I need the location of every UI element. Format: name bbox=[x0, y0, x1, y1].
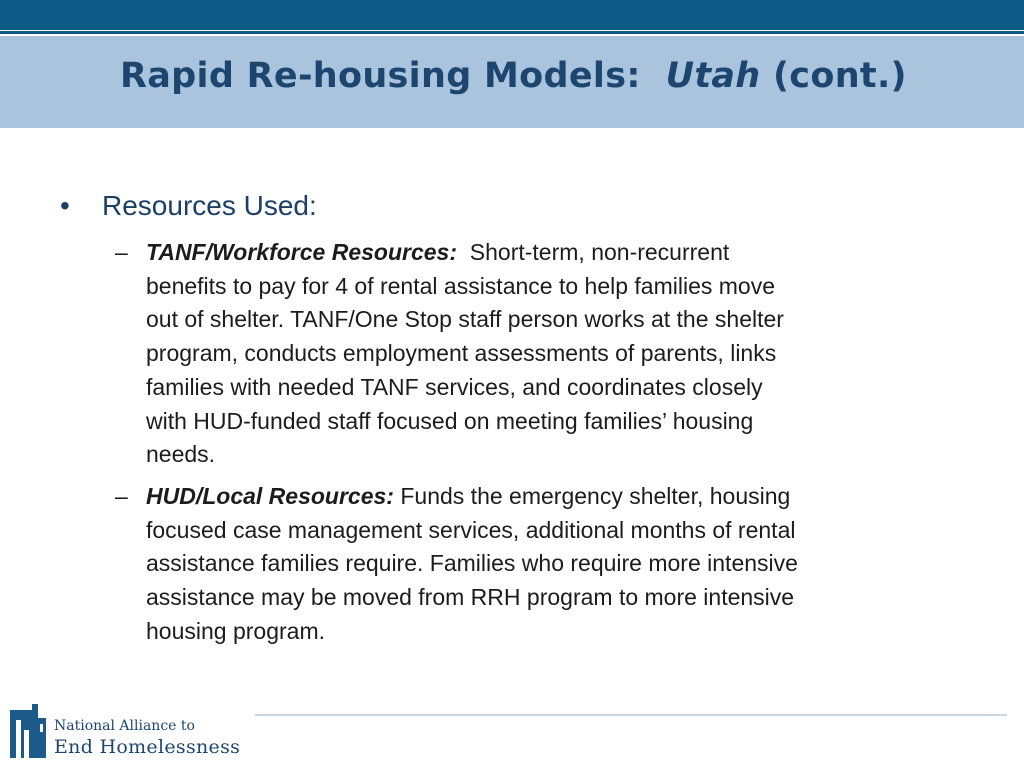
subbullet-line: program, conducts employment assessments of parents, links bbox=[146, 340, 777, 367]
subbullet-lead: HUD/Local Resources: bbox=[146, 483, 394, 509]
subbullet-line: housing program. bbox=[146, 617, 325, 644]
subbullet-text: Short-term, non-recurrent bbox=[469, 239, 730, 265]
logo-line1: National Alliance to bbox=[54, 718, 195, 734]
subbullet-line bbox=[146, 480, 976, 514]
subbullet-line bbox=[146, 236, 976, 270]
title-emphasis: Utah bbox=[665, 56, 761, 96]
subbullet-line: benefits to pay for 4 of rental assistance to help families move bbox=[146, 272, 775, 299]
alliance-logo-icon bbox=[8, 700, 48, 760]
bullet-label: Resources Used: bbox=[102, 190, 317, 221]
subbullet-line: with HUD-funded staff focused on meeting families’ housing bbox=[146, 407, 754, 434]
footer-rule bbox=[255, 714, 1007, 716]
subbullet-line: assistance families require. Families who require more intensive bbox=[146, 550, 798, 577]
header-top-bar bbox=[0, 0, 1024, 30]
subbullet-line: needs. bbox=[146, 441, 216, 468]
slide-title bbox=[120, 56, 907, 96]
logo-line2: End Homelessness bbox=[54, 736, 241, 758]
subbullet-lead: TANF/Workforce Resources: bbox=[146, 239, 457, 265]
subbullet-line: out of shelter. TANF/One Stop staff person works at the shelter bbox=[146, 306, 784, 333]
subbullet-body bbox=[146, 236, 976, 472]
subbullet-text: Funds the emergency shelter, housing bbox=[400, 483, 791, 509]
title-prefix: Rapid Re-housing Models: bbox=[120, 56, 641, 96]
alliance-logo-text bbox=[54, 718, 240, 758]
title-suffix: (cont.) bbox=[773, 56, 907, 96]
subbullet-dash: – bbox=[115, 239, 128, 265]
bullet-symbol: • bbox=[60, 190, 70, 221]
header-thin-rule bbox=[0, 31, 1024, 34]
subbullet-body bbox=[146, 480, 976, 649]
subbullet-dash: – bbox=[115, 483, 128, 509]
subbullet-line: families with needed TANF services, and coordinates closely bbox=[146, 373, 763, 400]
subbullet-line: focused case management services, additional months of rental bbox=[146, 516, 796, 543]
subbullet-line: assistance may be moved from RRH program to more intensive bbox=[146, 584, 795, 611]
